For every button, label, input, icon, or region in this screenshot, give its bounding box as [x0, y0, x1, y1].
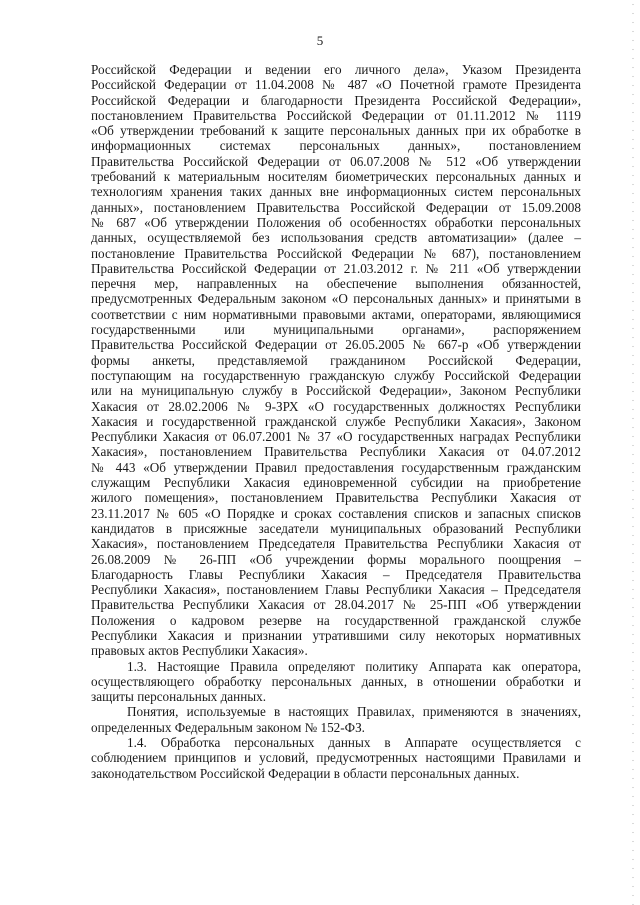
- text-line: 1.4. Обработка персональных данных в Аппарате осуществляется с: [127, 735, 581, 751]
- text-line: Российской Федерации и ведении его личного дела», Указом Президента: [91, 62, 581, 77]
- text-line: служащим Республики Хакасия единовременной субсидии на приобретение: [91, 475, 581, 491]
- text-line: жилого помещения», постановлением Правительства Республики Хакасия от: [91, 490, 581, 506]
- text-line: поступающим на государственную гражданскую службу Российской Федерации: [91, 367, 581, 383]
- text-line: Республики Хакасия и признании утратившими силу некоторых нормативных: [91, 627, 581, 643]
- text-line: данных, осуществляемой без использования средств автоматизации» (далее –: [91, 230, 581, 246]
- text-line: 23.11.2017 № 605 «О Порядке и сроках составления списков и запасных списков: [91, 505, 581, 521]
- page-number: 5: [316, 33, 324, 48]
- text-line: соответствии с ним нормативными правовыми актами, операторами, являющимися: [91, 306, 581, 322]
- text-line: постановление Правительства Российской Федерации № 687), постановлением: [91, 245, 581, 261]
- text-line: требований к материальным носителям биометрических персональных данных и: [91, 169, 581, 185]
- text-line: технологиям хранения таких данных вне информационных систем персональных: [91, 184, 581, 200]
- text-line: 1.3. Настоящие Правила определяют политику Аппарата как оператора,: [127, 658, 581, 674]
- text-line: предусмотренных Федеральным законом «О персональных данных» и принятыми в: [91, 291, 581, 307]
- text-line: Хакасия и государственной гражданской службе Республики Хакасия», Законом: [91, 413, 581, 429]
- text-line: Положения о кадровом резерве на государственной гражданской службе: [91, 612, 581, 628]
- text-line: № 687 «Об утверждении Положения об особенностях обработки персональных: [91, 214, 581, 230]
- text-line: осуществляющего обработку персональных данных, в отношении обработки и: [91, 673, 581, 689]
- text-line: перечня мер, направленных на обеспечение выполнения обязанностей,: [91, 276, 581, 292]
- text-line: Республики Хакасия», постановлением Главы Республики Хакасия – Председателя: [91, 582, 581, 598]
- text-line: Правительства Республики Хакасия от 28.04.2017 № 25-ПП «Об утверждении: [91, 597, 581, 613]
- text-line: Российской Федерации от 11.04.2008 № 487 «О Почетной грамоте Президента: [91, 77, 581, 93]
- text-line: Правительства Российской Федерации от 26.05.2005 № 667-р «Об утверждении: [91, 337, 581, 353]
- text-line: Республики Хакасия от 06.07.2001 № 37 «О государственных наградах Республики: [91, 429, 581, 445]
- text-line: № 443 «Об утверждении Правил предоставления государственным гражданским: [91, 459, 581, 475]
- text-line: определенных Федеральным законом № 152-ФЗ.: [91, 719, 365, 735]
- document-body: [91, 62, 581, 781]
- text-line: или на муниципальную службу в Российской Федерации», Законом Республики: [91, 383, 581, 399]
- text-line: Правительства Российской Федерации от 06.07.2008 № 512 «Об утверждении: [91, 153, 581, 169]
- text-line: Хакасия», постановлением Правительства Республики Хакасия от 04.07.2012: [91, 444, 581, 460]
- text-line: формы анкеты, представляемой гражданином Российской Федерации,: [91, 352, 581, 368]
- text-line: соблюдением принципов и условий, предусмотренных настоящими Правилами и: [91, 750, 581, 766]
- text-line: государственными или муниципальными органами», распоряжением: [91, 322, 581, 338]
- text-line: Правительства Российской Федерации от 21.03.2012 г. № 211 «Об утверждении: [91, 260, 581, 276]
- text-line: Российской Федерации и благодарности Президента Российской Федерации»,: [91, 92, 581, 108]
- text-line: защиты персональных данных.: [91, 689, 267, 705]
- text-line: «Об утверждении требований к защите персональных данных при их обработке в: [91, 123, 581, 139]
- text-line: информационных системах персональных данных», постановлением: [91, 138, 581, 154]
- text-line: Хакасия от 28.02.2006 № 9-ЗРХ «О государственных должностях Республики: [91, 398, 581, 414]
- text-line: правовых актов Республики Хакасия».: [91, 643, 308, 659]
- text-line: законодательством Российской Федерации в области персональных данных.: [91, 765, 520, 781]
- text-line: Благодарность Главы Республики Хакасия – Председателя Правительства: [91, 566, 581, 582]
- text-line: 26.08.2009 № 26-ПП «Об учреждении формы морального поощрения –: [91, 551, 581, 567]
- text-line: постановлением Правительства Российской Федерации от 01.11.2012 № 1119: [91, 107, 581, 123]
- text-line: Хакасия», постановлением Председателя Правительства Республики Хакасия от: [91, 536, 581, 552]
- text-line: Понятия, используемые в настоящих Правилах, применяются в значениях,: [127, 704, 581, 720]
- scan-edge-artifact: [632, 0, 634, 905]
- text-line: кандидатов в присяжные заседатели муниципальных образований Республики: [91, 520, 581, 536]
- text-line: данных», постановлением Правительства Российской Федерации от 15.09.2008: [91, 199, 581, 215]
